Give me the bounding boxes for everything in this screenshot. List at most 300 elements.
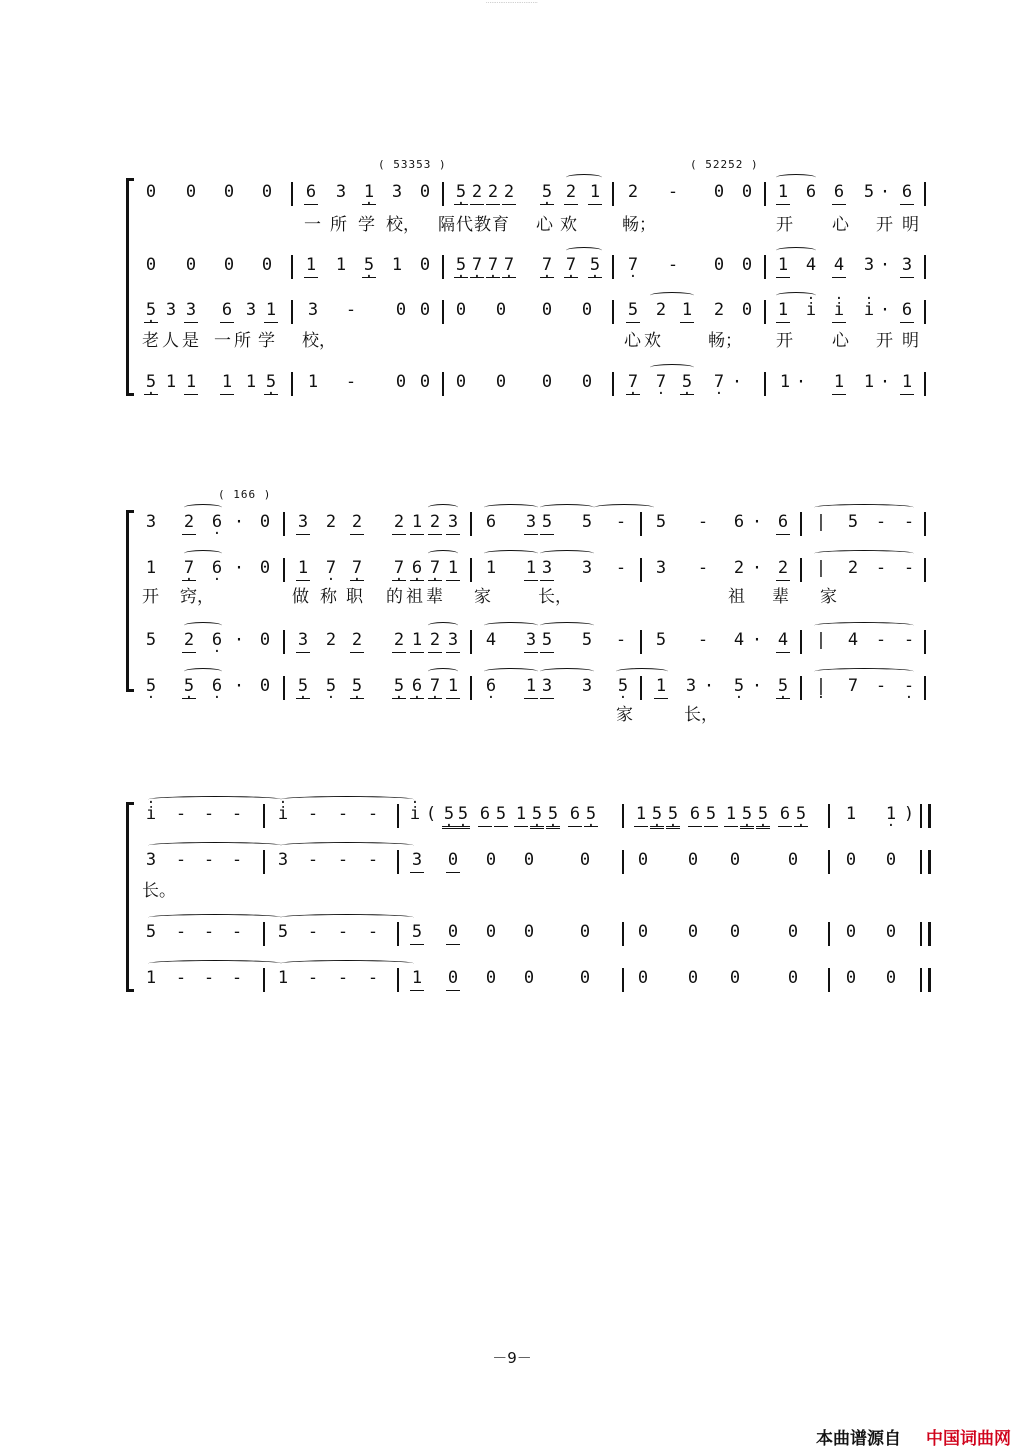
note: 1: [296, 556, 310, 581]
dash: -: [175, 968, 187, 988]
final-barline: [920, 850, 931, 874]
note: · i: [276, 802, 290, 826]
grace-notes: ( 52252 ): [690, 158, 759, 171]
dash: -: [231, 850, 243, 870]
voice-row: [140, 298, 940, 324]
lyric: 辈: [772, 587, 789, 607]
note: 5 ·: [756, 802, 770, 829]
tie: [148, 796, 282, 803]
lyric: 做: [292, 587, 309, 607]
lyric: 学: [258, 331, 275, 351]
final-barline: [920, 922, 931, 946]
note: -: [903, 630, 915, 650]
lyric: 校，: [386, 215, 420, 235]
lyric: 开: [776, 215, 793, 235]
lyric: 畅；: [708, 331, 742, 351]
bracket-bottom: [126, 393, 134, 396]
note: 1 ·: [884, 802, 898, 826]
lyric: 所: [330, 215, 347, 235]
note: 5: [494, 802, 508, 827]
dash: -: [203, 804, 215, 824]
note: 7 ·: [392, 556, 406, 581]
dot: ·: [795, 372, 807, 392]
note: 5 ·: [740, 802, 754, 829]
barline: [442, 255, 444, 279]
tie: [280, 960, 414, 967]
lyric: 家: [820, 587, 837, 607]
note: 1: [165, 372, 177, 392]
note: 6 ·: [210, 674, 224, 698]
dot: ·: [751, 676, 763, 696]
dash: -: [615, 558, 627, 578]
barline: [470, 630, 472, 654]
barline: [283, 676, 285, 700]
note: 0: [261, 255, 273, 275]
note: 1: [410, 628, 424, 653]
dot: ·: [233, 676, 245, 696]
barline: [800, 630, 802, 654]
note: 0: [419, 255, 431, 275]
note: 5 ·: [144, 674, 158, 698]
note: 0: [579, 922, 591, 942]
dash: -: [307, 804, 319, 824]
barline: [622, 922, 624, 946]
tie: [280, 914, 414, 921]
note: 5 ·: [350, 674, 364, 699]
note: 2: [350, 628, 364, 653]
lyric: 校，: [302, 331, 336, 351]
note: 1: [524, 674, 538, 699]
note: 1: [485, 558, 497, 578]
note: 0: [455, 300, 467, 320]
note: 7 ·: [712, 370, 726, 394]
note: 0: [687, 850, 699, 870]
note: 5: [410, 920, 424, 945]
note: 5: [540, 510, 554, 535]
lyric: 老: [142, 331, 159, 351]
note: 6 ·: [210, 510, 224, 534]
note: 3: [524, 510, 538, 535]
dash: -: [203, 922, 215, 942]
note: 0: [185, 182, 197, 202]
dash: 5: [847, 512, 859, 532]
barline: [640, 676, 642, 700]
lyric: 代: [456, 215, 473, 235]
lyric: 开: [776, 331, 793, 351]
note: 7 ·: [324, 556, 338, 580]
note: 0: [541, 300, 553, 320]
note: · i: [862, 298, 876, 322]
tie: [484, 550, 538, 557]
note: 0: [455, 372, 467, 392]
note: 3: [540, 556, 554, 581]
barline: [828, 968, 830, 992]
note: 4: [485, 630, 497, 650]
dash: -: [337, 804, 349, 824]
dash: -: [367, 968, 379, 988]
barline: [800, 512, 802, 536]
note: 2: [486, 180, 500, 205]
tie: [566, 247, 602, 254]
bracket: (: [425, 804, 437, 824]
note: 6: [568, 802, 582, 827]
barline: [612, 300, 614, 324]
dash: -: [697, 512, 709, 532]
voice-row: [140, 920, 940, 946]
note: 3: [307, 300, 319, 320]
dash: -: [345, 372, 357, 392]
note: 3: [581, 676, 593, 696]
barline: [263, 922, 265, 946]
dash: 2: [847, 558, 859, 578]
note: 1: [776, 298, 790, 323]
barline: [283, 558, 285, 582]
note: 1: [145, 558, 157, 578]
lyric: 长，: [538, 587, 572, 607]
note: 7 ·: [564, 253, 578, 278]
note: 0: [223, 255, 235, 275]
barline: [828, 850, 830, 874]
barline: [924, 255, 926, 279]
barline: [397, 968, 399, 992]
note: 1: [832, 370, 846, 395]
note: |: [815, 558, 827, 578]
barline: [612, 255, 614, 279]
note: 1: [264, 298, 278, 323]
note: 3: [184, 298, 198, 323]
note: 0: [419, 300, 431, 320]
note: 0: [579, 968, 591, 988]
note: 0: [687, 968, 699, 988]
note: 1: [277, 968, 289, 988]
note: 5 ·: [324, 674, 338, 698]
barline: [470, 676, 472, 700]
dot: ·: [879, 300, 891, 320]
barline: [283, 630, 285, 654]
barline: [291, 182, 293, 206]
note: 2: [392, 628, 406, 653]
note: 0: [713, 255, 725, 275]
grace-notes: ( 53353 ): [378, 158, 447, 171]
note: 7 ·: [350, 556, 364, 581]
note: 5: [277, 922, 289, 942]
page-header-text: ·····························: [486, 0, 538, 6]
note: 0: [259, 676, 271, 696]
lyric-row: [140, 330, 940, 354]
note: 0: [637, 968, 649, 988]
note: 2: [428, 510, 442, 535]
note: 5 ·: [588, 253, 602, 278]
note: 5 ·: [454, 180, 468, 205]
lyric: 的: [386, 587, 403, 607]
barline: [291, 372, 293, 396]
dash: -: [667, 182, 679, 202]
barline: [828, 804, 830, 828]
note: 5 ·: [732, 674, 746, 698]
dash: -: [875, 630, 887, 650]
note: 0: [541, 372, 553, 392]
barline: [924, 300, 926, 324]
note: 1: [776, 180, 790, 205]
tie: [594, 504, 654, 511]
note: 0: [395, 300, 407, 320]
barline: [397, 922, 399, 946]
barline: [924, 558, 926, 582]
lyric: 长。: [142, 881, 176, 901]
note: 6: [805, 182, 817, 202]
note: 1: [304, 253, 318, 278]
lyric: 育: [492, 215, 509, 235]
barline: [442, 182, 444, 206]
note: 0: [419, 372, 431, 392]
barline: [640, 630, 642, 654]
lyric: 心: [832, 331, 849, 351]
note: 6: [778, 802, 792, 827]
note: - ·: [902, 674, 916, 698]
note: 0: [885, 850, 897, 870]
page-number: －9－: [492, 1349, 532, 1367]
dash: 4: [847, 630, 859, 650]
note: 2: [182, 510, 196, 535]
barline: [764, 182, 766, 206]
note: 0: [729, 968, 741, 988]
barline: [283, 512, 285, 536]
lyric: 称: [320, 587, 337, 607]
note: 1: [724, 802, 738, 827]
note: 7 ·: [470, 253, 484, 278]
barline: [612, 182, 614, 206]
tie: [184, 550, 222, 557]
note: · i: [832, 298, 846, 323]
bracket-bottom: [126, 689, 134, 692]
note: 5 ·: [680, 370, 694, 395]
tie: [814, 504, 914, 511]
note: 1: [654, 674, 668, 699]
note: 2: [776, 556, 790, 581]
note: 7 ·: [654, 370, 668, 394]
voice-row: [140, 510, 940, 536]
tie: [428, 550, 458, 557]
note: 7 ·: [626, 370, 640, 395]
barline: [924, 182, 926, 206]
tie: [540, 550, 594, 557]
barline: [924, 630, 926, 654]
note: 2: [428, 628, 442, 653]
source-site-link[interactable]: 中国词曲网: [926, 1429, 1011, 1449]
lyric: 开: [876, 215, 893, 235]
note: 0: [145, 182, 157, 202]
lyric-row: [140, 704, 940, 728]
note: 5: [655, 512, 667, 532]
note: 6: [832, 180, 846, 205]
dot: ·: [751, 558, 763, 578]
tie: [148, 842, 282, 849]
note: 5: [655, 630, 667, 650]
barline: [764, 372, 766, 396]
dash: -: [175, 850, 187, 870]
note: 3: [245, 300, 257, 320]
barline: [291, 255, 293, 279]
note: 0: [581, 300, 593, 320]
lyric: 祖: [728, 587, 745, 607]
barline: [470, 558, 472, 582]
dash: -: [337, 850, 349, 870]
lyric: 明: [902, 215, 919, 235]
note: 0: [741, 300, 753, 320]
bracket-top: [126, 178, 134, 181]
lyric: 心: [536, 215, 553, 235]
note: 5 ·: [454, 253, 468, 278]
dash: -: [667, 255, 679, 275]
note: 1: [779, 372, 791, 392]
tie: [540, 668, 594, 675]
note: 5 ·: [530, 802, 544, 829]
barline: [263, 968, 265, 992]
note: 5 ·: [264, 370, 278, 395]
note: 6 ·: [410, 556, 424, 581]
note: 1: [446, 674, 460, 699]
voice-row: [140, 966, 940, 992]
dot: ·: [233, 558, 245, 578]
dash: 7: [847, 676, 859, 696]
lyric: 祖: [406, 587, 423, 607]
note: 1: [524, 556, 538, 581]
dot: ·: [703, 676, 715, 696]
voice-row: [140, 674, 940, 700]
note: 1: [391, 255, 403, 275]
dash: -: [231, 804, 243, 824]
note: 2: [564, 180, 578, 205]
dash: -: [175, 922, 187, 942]
note: 0: [579, 850, 591, 870]
voice-row: [140, 370, 940, 396]
lyric: 心: [624, 331, 641, 351]
note: 2: [502, 180, 516, 205]
dash: -: [615, 630, 627, 650]
note: 0: [713, 182, 725, 202]
grace-notes: ( 166 ): [218, 488, 272, 501]
dash: -: [697, 630, 709, 650]
note: 5 ·: [144, 370, 158, 395]
note: 3: [446, 510, 460, 535]
tie: [484, 622, 538, 629]
note: 5: [145, 922, 157, 942]
note: 4: [805, 255, 817, 275]
lyric: 开: [142, 587, 159, 607]
note: | ·: [814, 674, 828, 698]
note: 5: [581, 512, 593, 532]
note: 7 ·: [540, 253, 554, 278]
barline: [622, 804, 624, 828]
note: 1: [410, 966, 424, 991]
note: 1: [307, 372, 319, 392]
dash: -: [337, 968, 349, 988]
note: 0: [185, 255, 197, 275]
barline: [924, 512, 926, 536]
note: 5 ·: [392, 674, 406, 699]
tie: [566, 174, 602, 181]
dot: ·: [731, 372, 743, 392]
note: 5 ·: [144, 298, 158, 323]
lyric: 家: [616, 705, 633, 725]
note: 1: [446, 556, 460, 581]
note: 5 ·: [546, 802, 560, 829]
note: 6: [304, 180, 318, 205]
voice-row: [140, 848, 940, 874]
note: 0: [523, 968, 535, 988]
dot: ·: [233, 630, 245, 650]
note: 1: [634, 802, 648, 827]
barline: [800, 558, 802, 582]
dash: -: [307, 922, 319, 942]
note: 1: [184, 370, 198, 395]
note: 2: [392, 510, 406, 535]
dash: -: [367, 804, 379, 824]
note: |: [815, 630, 827, 650]
note: 1: [514, 802, 528, 827]
system-bracket: [126, 802, 129, 992]
barline: [612, 372, 614, 396]
note: 0: [845, 922, 857, 942]
note: 0: [261, 182, 273, 202]
note: 1: [220, 370, 234, 395]
note: 0: [495, 300, 507, 320]
bracket: ): [903, 804, 915, 824]
dot: ·: [751, 630, 763, 650]
note: 3: [581, 558, 593, 578]
note: 0: [419, 182, 431, 202]
note: 2: [350, 510, 364, 535]
tie: [616, 668, 668, 675]
note: 0: [787, 850, 799, 870]
tie: [650, 292, 694, 299]
lyric: 开: [876, 331, 893, 351]
note: 3: [900, 253, 914, 278]
note: 0: [885, 968, 897, 988]
note: -: [903, 512, 915, 532]
barline: [442, 372, 444, 396]
dash: -: [875, 558, 887, 578]
note: 0: [446, 848, 460, 873]
voice-row: [140, 802, 940, 828]
dash: -: [175, 804, 187, 824]
tie: [484, 504, 538, 511]
barline: [764, 300, 766, 324]
note: 7 ·: [502, 253, 516, 278]
barline: [291, 300, 293, 324]
lyric: 是: [182, 331, 199, 351]
note: 0: [485, 850, 497, 870]
dash: -: [203, 968, 215, 988]
lyric: 家: [474, 587, 491, 607]
note: 2: [655, 300, 667, 320]
dash: -: [231, 968, 243, 988]
barline: [640, 558, 642, 582]
final-barline: [920, 968, 931, 992]
lyric: 心: [832, 215, 849, 235]
note: 5 ·: [666, 802, 680, 829]
note: 2: [182, 628, 196, 653]
note: 5 ·: [540, 180, 554, 205]
dot: ·: [233, 512, 245, 532]
note: 0: [259, 512, 271, 532]
note: 4: [832, 253, 846, 278]
note: 6 ·: [484, 674, 498, 698]
note: 7 ·: [182, 556, 196, 581]
note: 3: [410, 848, 424, 873]
barline: [924, 676, 926, 700]
note: 3: [296, 510, 310, 535]
